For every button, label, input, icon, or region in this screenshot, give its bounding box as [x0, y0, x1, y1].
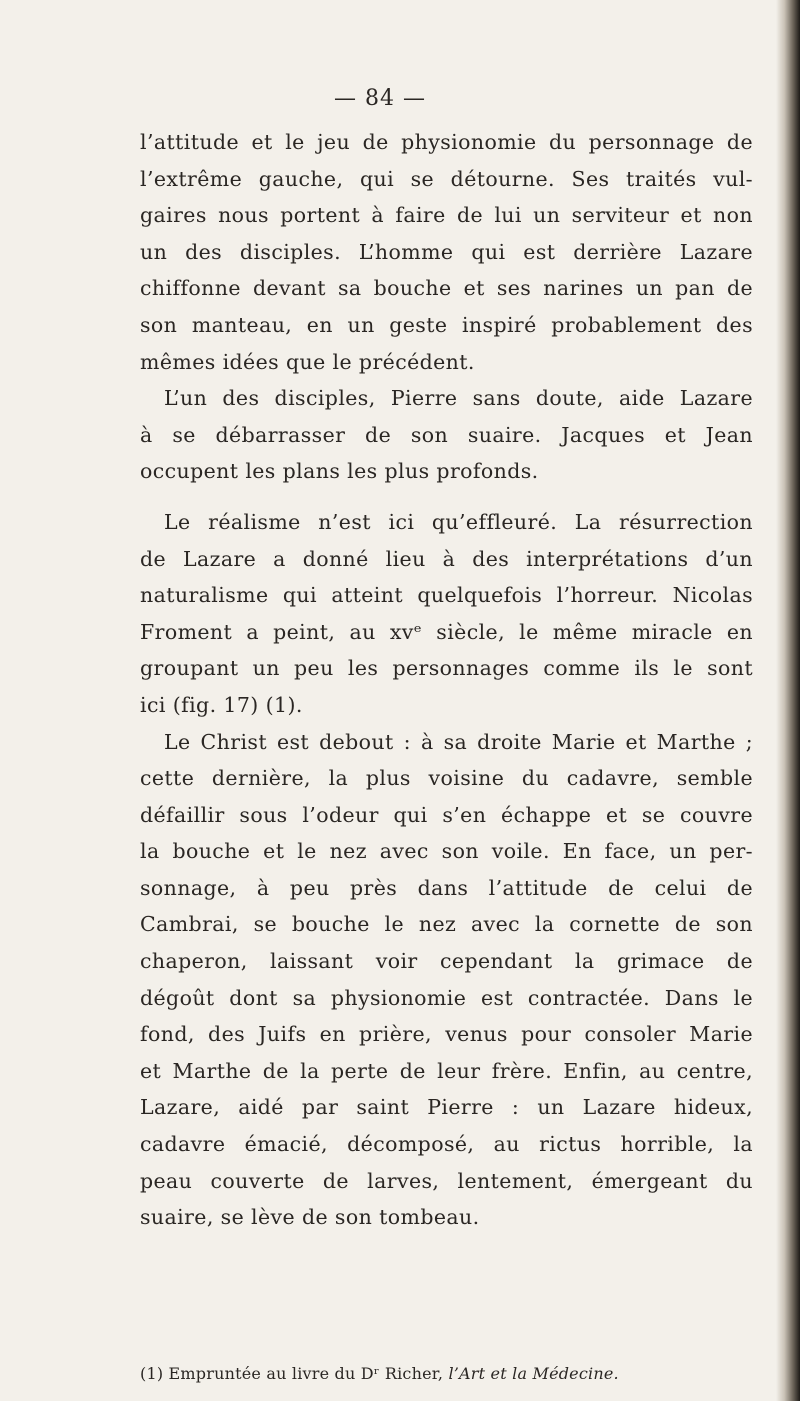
- text-line: groupant un peu les personnages comme ils le sont: [140, 656, 753, 681]
- footnote-text: (1) Empruntée au livre du Dʳ Richer,: [140, 1364, 449, 1383]
- text-line: gaires nous portent à faire de lui un serviteur et non: [140, 203, 753, 228]
- paragraph-gap: [140, 490, 753, 504]
- paragraph-4: [140, 724, 753, 1236]
- text-line: l’attitude et le jeu de physionomie du personnage de: [140, 130, 753, 154]
- text-line: cette dernière, la plus voisine du cadavre, semble: [140, 766, 753, 791]
- text-line: Froment a peint, au xvᵉ siècle, le même miracle en: [140, 619, 753, 644]
- text-line: mêmes idées que le précédent.: [140, 349, 475, 374]
- text-line: et Marthe de la perte de leur frère. Enfin, au centre,: [140, 1058, 753, 1083]
- text-line: un des disciples. L’homme qui est derrière Lazare: [140, 239, 753, 264]
- text-line: peau couverte de larves, lentement, émergeant du: [140, 1168, 753, 1193]
- paragraph-3: [140, 504, 753, 724]
- text-line: Le réalisme n’est ici qu’effleuré. La résurrection: [164, 509, 753, 534]
- text-line: à se débarrasser de son suaire. Jacques et Jean: [140, 422, 753, 447]
- paragraph-1: [140, 124, 753, 380]
- text-line: chaperon, laissant voir cependant la grimace de: [140, 949, 753, 974]
- text-line: défaillir sous l’odeur qui s’en échappe et se couvre: [140, 802, 753, 827]
- text-line: suaire, se lève de son tombeau.: [140, 1205, 480, 1230]
- text-line: dégoût dont sa physionomie est contractée. Dans le: [140, 985, 753, 1010]
- paragraph-2: [140, 380, 753, 490]
- text-line: naturalisme qui atteint quelquefois l’horreur. Nicolas: [140, 583, 753, 608]
- binding-edge-shadow: [776, 0, 800, 1401]
- page-number: — 84 —: [334, 86, 426, 111]
- text-line: chiffonne devant sa bouche et ses narines un pan de: [140, 276, 753, 301]
- footnote: [140, 1363, 740, 1385]
- text-line: de Lazare a donné lieu à des interprétations d’un: [140, 546, 753, 571]
- text-line: Lazare, aidé par saint Pierre : un Lazare hideux,: [140, 1095, 753, 1120]
- text-line: son manteau, en un geste inspiré probablement des: [140, 312, 753, 337]
- text-line: L’un des disciples, Pierre sans doute, aide Lazare: [164, 386, 753, 411]
- text-line: l’extrême gauche, qui se détourne. Ses traités vul-: [140, 166, 753, 191]
- text-line: ici (fig. 17) (1).: [140, 692, 303, 717]
- text-line: sonnage, à peu près dans l’attitude de celui de: [140, 875, 753, 900]
- text-line: fond, des Juifs en prière, venus pour consoler Marie: [140, 1022, 753, 1047]
- text-line: la bouche et le nez avec son voile. En face, un per-: [140, 839, 753, 864]
- body-text: [140, 124, 753, 1236]
- footnote-book-title: l’Art et la Médecine.: [448, 1364, 619, 1383]
- text-line: cadavre émacié, décomposé, au rictus horrible, la: [140, 1132, 753, 1157]
- text-line: Cambrai, se bouche le nez avec la cornette de son: [140, 912, 753, 937]
- text-line: Le Christ est debout : à sa droite Marie et Marthe ;: [164, 729, 753, 754]
- text-line: occupent les plans les plus profonds.: [140, 459, 539, 484]
